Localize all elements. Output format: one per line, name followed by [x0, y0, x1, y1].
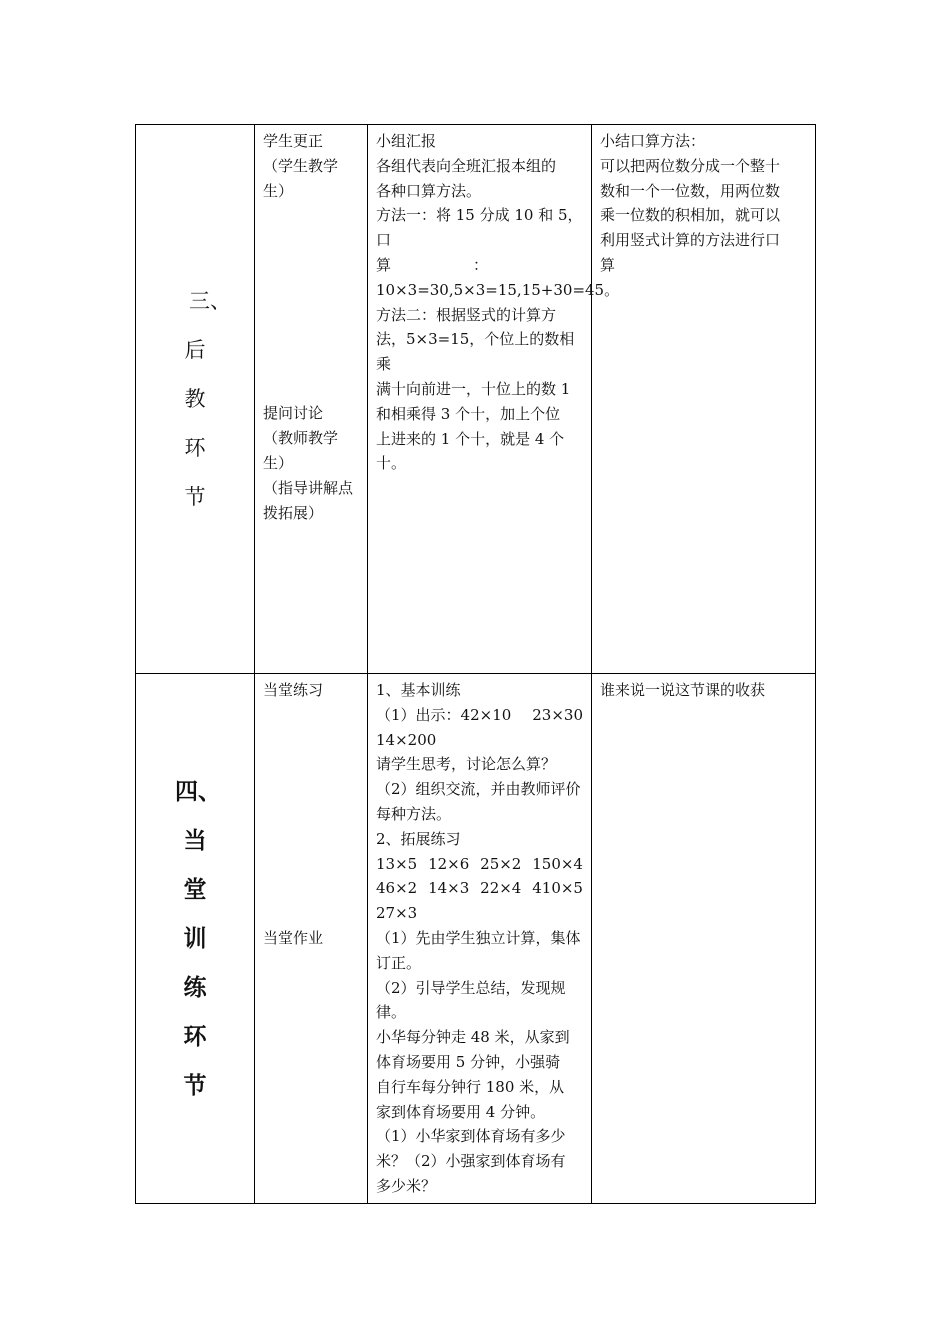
- content-text: 法，5×3=15，个位上的数相乘: [376, 330, 575, 374]
- content-text: 1、基本训练: [376, 681, 461, 699]
- notes-text: 数和一个一位数，用两位数: [600, 181, 781, 200]
- activity-text: （指导讲解点: [263, 478, 354, 497]
- exercise-item: 22×4: [480, 879, 522, 898]
- notes-text: 乘一位数的积相加，就可以: [600, 206, 781, 225]
- exercise-item: 150×4: [532, 854, 583, 873]
- content-text: 2、拓展练习: [376, 829, 461, 848]
- lesson-plan-table: [135, 124, 816, 1204]
- content-text: 请学生思考，讨论怎么算？: [376, 755, 557, 774]
- content-text: 自行车每分钟行 180 米，从: [376, 1077, 565, 1096]
- notes-text: 小结口算方法：: [600, 132, 706, 150]
- content-text: 方法一：将 15 分成 10 和 5，: [376, 206, 583, 225]
- activity-text: （学生教学: [263, 156, 339, 175]
- exercise-line: [376, 703, 583, 728]
- notes-text: 利用竖式计算的方法进行口: [600, 231, 781, 250]
- stage-label: 当: [183, 826, 207, 854]
- content-text: 各种口算方法。: [376, 181, 482, 200]
- exercise-item: 46×2: [376, 879, 418, 898]
- stage-label: 四、: [175, 777, 221, 805]
- content-text: 方法二：根据竖式的计算方: [376, 305, 557, 324]
- content-text: 多少米？: [376, 1176, 437, 1195]
- content-text: 订正。: [376, 953, 422, 972]
- exercise-item: 12×6: [428, 854, 470, 873]
- stage-label: 三、: [189, 288, 231, 313]
- content-text: 十。: [376, 454, 407, 473]
- content-cell: [368, 125, 620, 674]
- content-text: 小华每分钟走 48 米，从家到: [376, 1028, 570, 1047]
- exercise-item: （1）出示：42×10: [376, 705, 512, 724]
- notes-cell: [592, 674, 816, 1204]
- exercise-item: 23×30: [532, 705, 583, 724]
- stage-label: 堂: [183, 875, 207, 903]
- notes-text: 可以把两位数分成一个整十: [600, 156, 781, 175]
- stage-label: 环: [183, 1022, 207, 1050]
- exercise-item: 25×2: [480, 854, 522, 873]
- notes-text: 算: [600, 255, 616, 274]
- content-text: 上进来的 1 个十，就是 4 个: [376, 429, 565, 448]
- activity-cell: [255, 674, 368, 1204]
- content-text: 小组汇报: [376, 132, 437, 150]
- exercise-line: [376, 852, 583, 877]
- notes-text: 谁来说一说这节课的收获: [600, 681, 766, 699]
- content-cell: [368, 674, 592, 1204]
- content-text: （2）引导学生总结，发现规: [376, 978, 566, 997]
- table-row: [136, 125, 816, 674]
- content-text: （1）先由学生独立计算，集体: [376, 928, 581, 947]
- activity-text: 生）: [263, 181, 294, 200]
- content-text: 米？（2）小强家到体育场有: [376, 1152, 566, 1171]
- table-row: [136, 674, 816, 1204]
- content-text: 体育场要用 5 分钟，小强骑: [376, 1052, 561, 1071]
- activity-cell: [255, 125, 368, 674]
- exercise-item: 410×5: [532, 879, 583, 898]
- content-text: 每种方法。: [376, 804, 452, 823]
- content-text: 各组代表向全班汇报本组的: [376, 156, 557, 175]
- activity-text: 生）: [263, 453, 294, 472]
- content-text: 家到体育场要用 4 分钟。: [376, 1102, 546, 1121]
- activity-text: 学生更正: [263, 132, 324, 150]
- stage-label: 训: [183, 924, 207, 952]
- stage-label: 环: [184, 435, 206, 460]
- content-text: 律。: [376, 1003, 407, 1022]
- stage-label: 节: [184, 484, 206, 509]
- content-text: 14×200: [376, 730, 437, 749]
- stage-label: 节: [183, 1071, 207, 1099]
- exercise-item: 14×3: [428, 879, 470, 898]
- notes-cell: [592, 125, 816, 674]
- stage-cell: [136, 674, 255, 1204]
- stage-label: 教: [184, 386, 206, 411]
- stage-cell: [136, 125, 255, 674]
- content-text: 10×3=30,5×3=15,15+30=45。: [376, 280, 620, 299]
- stage-label: 练: [183, 973, 207, 1001]
- activity-text: 提问讨论: [263, 404, 324, 423]
- content-text: （2）组织交流，并由教师评价: [376, 780, 581, 799]
- content-text: （1）小华家到体育场有多少: [376, 1127, 566, 1146]
- content-text: 和相乘得 3 个十，加上个位: [376, 404, 561, 423]
- exercise-item: 13×5: [376, 854, 418, 873]
- exercise-line: [376, 876, 583, 901]
- content-text: 口算：: [376, 231, 571, 274]
- stage-label: 后: [184, 337, 206, 362]
- activity-text: （教师教学: [263, 429, 339, 448]
- activity-text: 拨拓展）: [263, 503, 324, 522]
- exercise-item: 27×3: [376, 904, 418, 923]
- activity-text: 当堂练习: [263, 681, 324, 699]
- activity-text: 当堂作业: [263, 928, 324, 947]
- content-text: 满十向前进一，十位上的数 1: [376, 379, 571, 398]
